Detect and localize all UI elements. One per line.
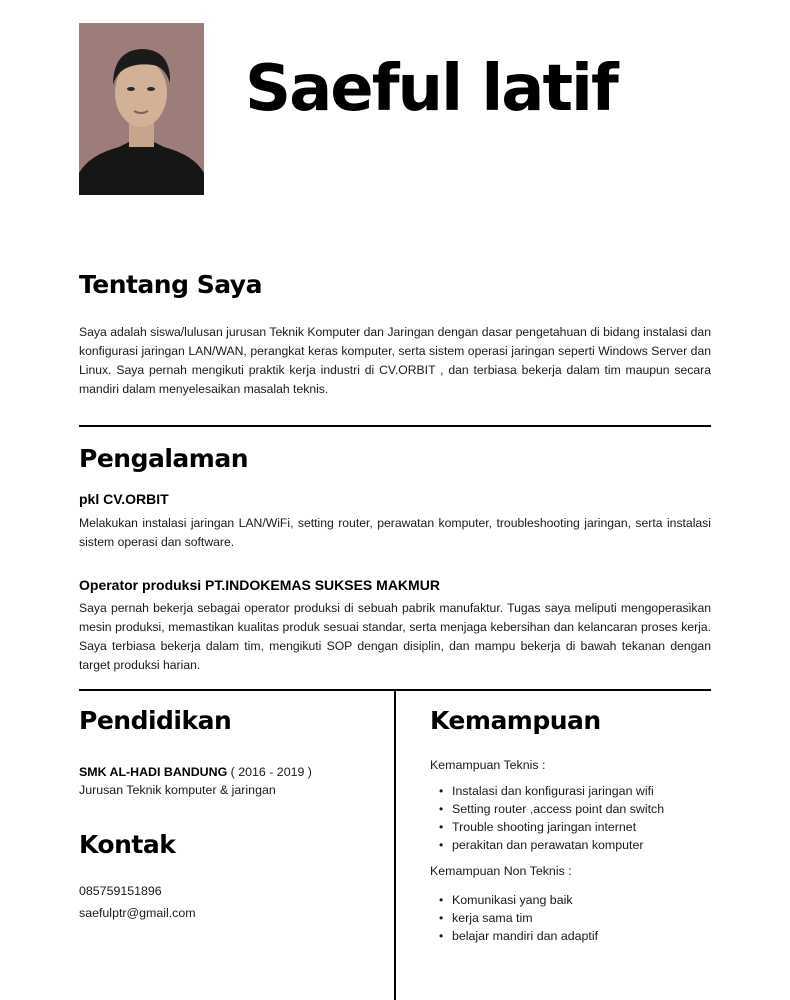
experience-heading: Pengalaman — [79, 444, 248, 473]
contact-heading: Kontak — [79, 830, 176, 859]
about-heading: Tentang Saya — [79, 270, 262, 299]
contact-email: saefulptr@gmail.com — [79, 906, 196, 920]
education-heading: Pendidikan — [79, 706, 232, 735]
list-item: • perakitan dan perawatan komputer — [430, 836, 664, 854]
candidate-name: Saeful latif — [245, 52, 617, 126]
list-item: • Instalasi dan konfigurasi jaringan wifi — [430, 782, 664, 800]
skills-heading: Kemampuan — [430, 706, 601, 735]
divider — [79, 425, 711, 427]
profile-photo — [79, 23, 204, 195]
job-description: Melakukan instalasi jaringan LAN/WiFi, setting router, perawatan komputer, troubleshooting jaringan, serta instalasi sistem operasi dan software. — [79, 516, 711, 549]
list-item: • Komunikasi yang baik — [430, 891, 598, 909]
list-item: • belajar mandiri dan adaptif — [430, 927, 598, 945]
education-entry — [79, 765, 312, 779]
about-text: Saya adalah siswa/lulusan jurusan Teknik Komputer dan Jaringan dengan dasar pengetahuan di bidang instalasi dan konfigurasi jaringan LAN/WAN, perangkat keras komputer, serta sistem operasi jaringan seperti Windows Server dan Linux. Saya pernah mengikuti praktik kerja industri di CV.ORBIT , dan terbiasa bekerja dalam tim maupun secara mandiri dalam menyelesaikan masalah teknis. — [79, 325, 711, 396]
job-title: pkl CV.ORBIT — [79, 491, 169, 507]
school-years: ( 2016 - 2019 ) — [227, 765, 312, 779]
technical-skills-label: Kemampuan Teknis : — [430, 758, 546, 772]
list-item: • Setting router ,access point dan switch — [430, 800, 664, 818]
column-divider — [394, 689, 396, 1000]
school-name: SMK AL-HADI BANDUNG — [79, 765, 228, 779]
nontechnical-skills-list — [430, 891, 598, 945]
contact-phone: 085759151896 — [79, 884, 162, 898]
job-description: Saya pernah bekerja sebagai operator produksi di sebuah pabrik manufaktur. Tugas saya meliputi mengoperasikan mesin produksi, memastikan kualitas produk sesuai standar, serta menjaga kebersihan dan kelancaran proses kerja. Saya terbiasa bekerja dalam tim, mengikuti SOP dengan disiplin, dan mampu bekerja di bawah tekanan dengan target produksi harian. — [79, 601, 711, 672]
list-item: • Trouble shooting jaringan internet — [430, 818, 664, 836]
technical-skills-list — [430, 782, 664, 854]
education-major: Jurusan Teknik komputer & jaringan — [79, 783, 276, 797]
nontechnical-skills-label: Kemampuan Non Teknis : — [430, 864, 572, 878]
job-title: Operator produksi PT.INDOKEMAS SUKSES MAKMUR — [79, 577, 440, 593]
list-item: • kerja sama tim — [430, 909, 598, 927]
